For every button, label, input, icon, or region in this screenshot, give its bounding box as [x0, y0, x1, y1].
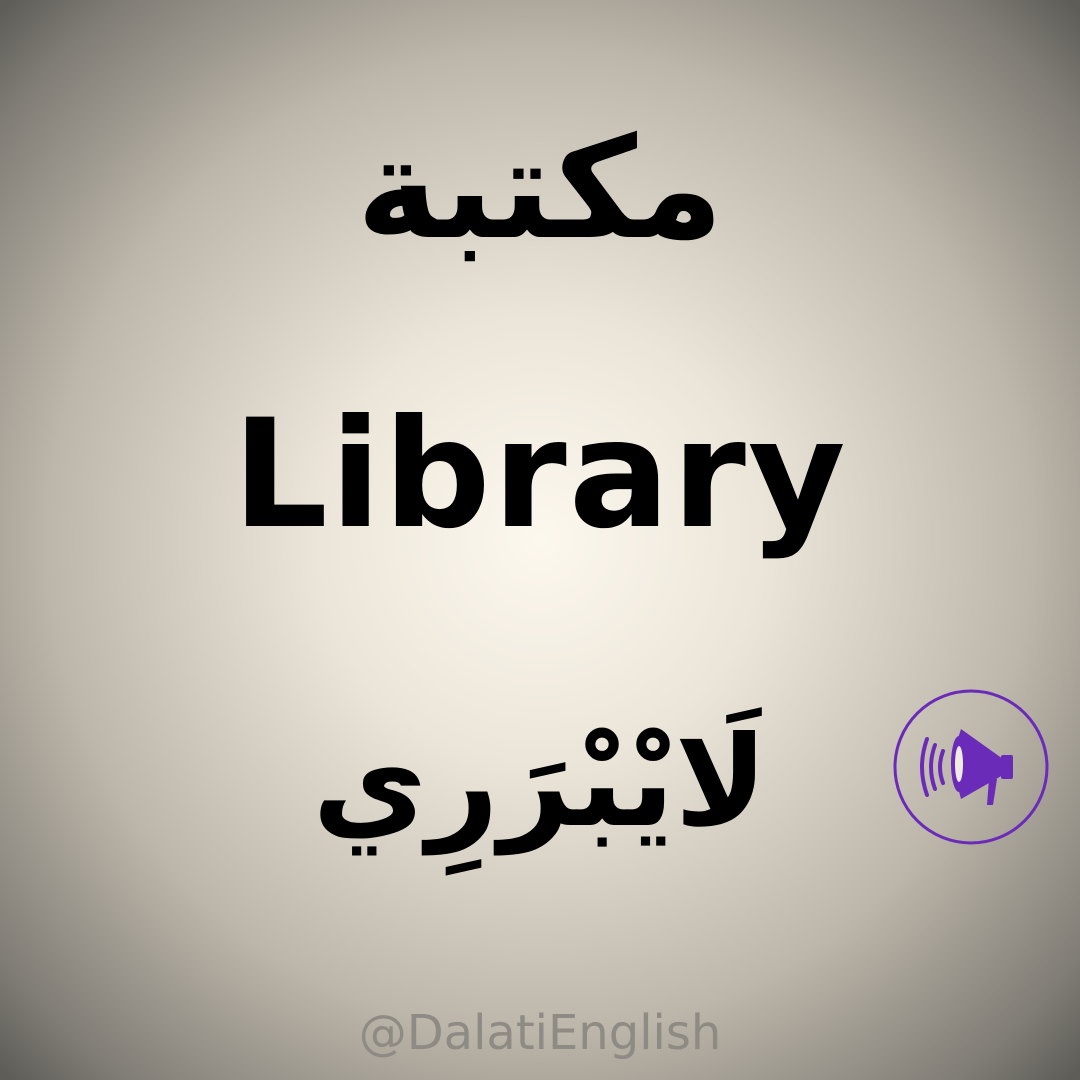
watermark: @DalatiEnglish: [358, 1005, 722, 1061]
arabic-pronunciation: لَايْبْرَرِي: [312, 710, 768, 855]
audio-play-button[interactable]: [893, 689, 1049, 845]
megaphone-icon: [893, 689, 1049, 845]
english-word: Library: [232, 388, 848, 562]
arabic-word: مكتبة: [356, 108, 724, 271]
